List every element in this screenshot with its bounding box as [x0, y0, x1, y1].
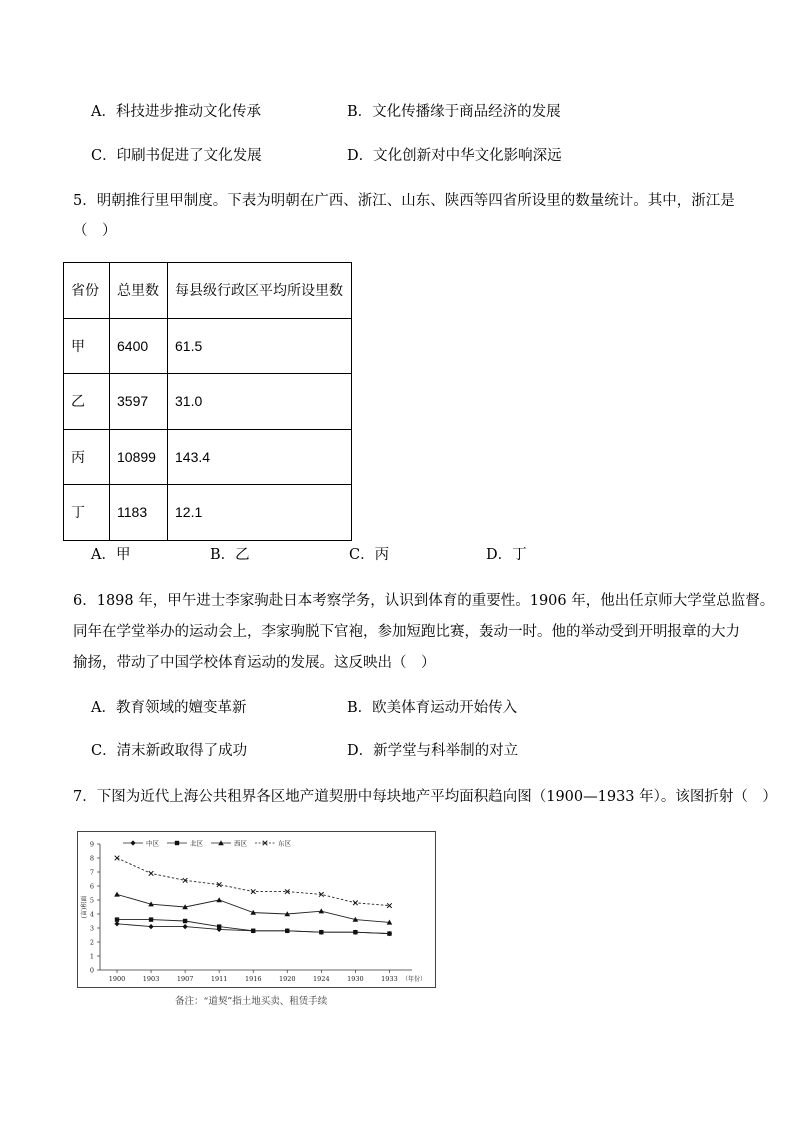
data-point	[285, 929, 289, 933]
area-trend-chart	[77, 831, 436, 988]
q4-option-d: D．文化创新对中华文化影响深远	[347, 148, 562, 164]
table-cell: 3597	[110, 374, 168, 430]
q5-stem-line2: （ ）	[73, 223, 117, 239]
x-tick-label: 1903	[142, 975, 160, 983]
table-header-cell: 每县级行政区平均所设里数	[168, 263, 352, 319]
table-cell: 61.5	[168, 318, 352, 374]
table-header-cell: 省份	[64, 263, 110, 319]
data-point	[216, 897, 222, 902]
q6-stem-line2: 同年在学堂举办的运动会上，李家驹脱下官袍，参加短跑比赛，轰动一时。他的举动受到开明报章的大力	[73, 624, 740, 640]
data-point	[319, 930, 323, 934]
q6-stem-line1: 6．1898 年，甲午进士李家驹赴日本考察学务，认识到体育的重要性。1906 年，他出任京师大学堂总监督。	[73, 593, 775, 609]
table-cell: 10899	[110, 429, 168, 485]
q5-stem-line1: 5．明朝推行里甲制度。下表为明朝在广西、浙江、山东、陕西等四省所设里的数量统计。其中，浙江是	[73, 193, 735, 209]
table-header-cell: 总里数	[110, 263, 168, 319]
y-tick-label: 2	[89, 938, 94, 947]
legend-label: 西区	[234, 839, 247, 848]
x-tick-label: 1924	[313, 975, 330, 983]
x-tick-label: 1933	[381, 975, 398, 983]
y-axis-label: (亩)积面	[81, 895, 88, 919]
table-row	[64, 374, 352, 430]
data-point	[149, 917, 153, 921]
table-header-row	[64, 263, 352, 319]
q6-option-a: A．教育领域的嬗变革新	[91, 700, 247, 716]
data-point	[115, 917, 119, 921]
data-point	[387, 903, 392, 908]
y-tick-label: 5	[89, 896, 94, 905]
x-tick-label: 1920	[279, 975, 296, 983]
data-point	[130, 840, 135, 845]
x-axis-unit: （年份）	[401, 976, 427, 983]
y-tick-label: 7	[89, 868, 94, 877]
q5-option-b: B．乙	[210, 547, 250, 563]
table-cell: 6400	[110, 318, 168, 374]
table-cell: 143.4	[168, 429, 352, 485]
x-tick-label: 1907	[176, 975, 194, 983]
q4-option-c: C．印刷书促进了文化发展	[91, 148, 262, 164]
q6-option-b: B．欧美体育运动开始传入	[347, 700, 518, 716]
data-point	[183, 924, 188, 929]
table-cell: 丁	[64, 485, 110, 541]
data-point	[115, 856, 120, 861]
data-point	[114, 892, 120, 897]
legend-label: 东区	[278, 839, 291, 848]
y-tick-label: 8	[89, 854, 94, 863]
chart-note: 备注：“道契”指土地买卖、租赁手续	[175, 996, 328, 1007]
y-tick-label: 1	[89, 952, 94, 961]
line-chart-svg	[78, 832, 435, 987]
x-tick-label: 1916	[244, 975, 262, 983]
q5-option-a: A．甲	[91, 547, 131, 563]
y-tick-label: 6	[89, 882, 94, 891]
q5-option-c: C．丙	[349, 547, 390, 563]
series-line	[117, 894, 389, 922]
y-tick-label: 4	[89, 910, 94, 919]
data-point	[148, 924, 153, 929]
q6-option-d: D．新学堂与科举制的对立	[347, 743, 519, 759]
data-point	[387, 931, 391, 935]
data-point	[114, 921, 119, 926]
table-cell: 丙	[64, 429, 110, 485]
data-point	[175, 841, 179, 845]
data-point	[149, 871, 154, 876]
data-point	[353, 901, 358, 906]
data-point	[251, 929, 255, 933]
y-tick-label: 3	[89, 924, 94, 933]
legend-label: 北区	[190, 839, 203, 848]
x-tick-label: 1900	[108, 975, 126, 983]
legend-label: 中区	[146, 839, 159, 848]
table-cell: 1183	[110, 485, 168, 541]
y-tick-label: 9	[89, 840, 94, 849]
data-point	[353, 930, 357, 934]
data-point	[217, 924, 221, 928]
table-row	[64, 318, 352, 374]
x-tick-label: 1911	[210, 975, 228, 983]
table-row	[64, 429, 352, 485]
q5-option-d: D．丁	[486, 547, 527, 563]
data-point	[319, 908, 325, 913]
table-cell: 12.1	[168, 485, 352, 541]
q6-option-c: C．清末新政取得了成功	[91, 743, 248, 759]
q4-option-a: A．科技进步推动文化传承	[91, 104, 261, 120]
data-point	[183, 919, 187, 923]
q4-option-b: B．文化传播缘于商品经济的发展	[347, 104, 561, 120]
q6-stem-line3: 揄扬，带动了中国学校体育运动的发展。这反映出（ ）	[73, 655, 436, 671]
q7-stem-line1: 7．下图为近代上海公共租界各区地产道契册中每块地产平均面积趋向图（1900—1933 年）。该图折射（ ）	[73, 789, 777, 805]
table-cell: 甲	[64, 318, 110, 374]
table-cell: 31.0	[168, 374, 352, 430]
table-cell: 乙	[64, 374, 110, 430]
y-tick-label: 0	[89, 966, 94, 975]
province-table	[63, 262, 352, 541]
x-tick-label: 1930	[347, 975, 364, 983]
series-line	[117, 858, 389, 906]
table-row	[64, 485, 352, 541]
